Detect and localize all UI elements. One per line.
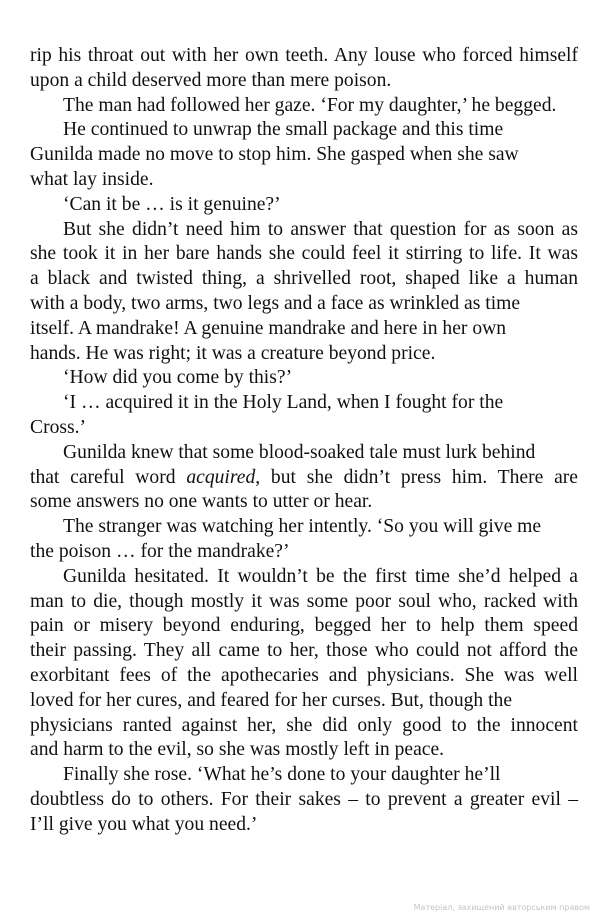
text-line: Gunilda hesitated. It wouldn’t be the first time she’d helped a: [63, 565, 578, 587]
text-line: loved for her cures, and feared for her curses. But, though the: [30, 689, 513, 711]
text-line: upon a child deserved more than mere poison.: [30, 69, 392, 91]
text-line: she took it in her bare hands she could feel it stirring to life. It was: [30, 243, 578, 265]
text-line: pain or misery beyond enduring, begged her to help them speed: [30, 615, 578, 637]
copyright-watermark: Матеріал, захищений авторським правом: [413, 903, 590, 912]
text-line: exorbitant fees of the apothecaries and physicians. She was well: [30, 664, 578, 686]
text-line: But she didn’t need him to answer that question for as soon as: [63, 218, 578, 240]
text-line: [30, 466, 578, 491]
text-line: with a body, two arms, two legs and a face as wrinkled as time: [30, 292, 521, 314]
text-line: Gunilda knew that some blood-soaked tale must lurk behind: [63, 441, 536, 463]
page-body: [30, 44, 578, 838]
text-line: Gunilda made no move to stop him. She gasped when she saw: [30, 144, 519, 166]
text-line: He continued to unwrap the small package and this time: [63, 119, 504, 141]
text-line: physicians ranted against her, she did only good to the innocent: [30, 714, 578, 736]
text-line: The stranger was watching her intently. ‘So you will give me: [63, 516, 542, 538]
text-line: I’ll give you what you need.’: [30, 813, 258, 835]
text-segment: that careful word: [30, 466, 187, 488]
text-line: doubtless do to others. For their sakes – to prevent a greater evil –: [30, 788, 578, 810]
text-line: some answers no one wants to utter or hear.: [30, 491, 373, 513]
text-line: their passing. They all came to her, those who could not afford the: [30, 640, 578, 662]
text-line: and harm to the evil, so she was mostly left in peace.: [30, 739, 445, 761]
text-line: hands. He was right; it was a creature beyond price.: [30, 342, 436, 364]
text-segment: , but she didn’t press him. There are: [255, 466, 578, 488]
text-line: a black and twisted thing, a shrivelled root, shaped like a human: [30, 268, 578, 290]
text-line: The man had followed her gaze. ‘For my daughter,’ he begged.: [63, 94, 557, 116]
text-line: itself. A mandrake! A genuine mandrake and here in her own: [30, 317, 507, 339]
text-line: ‘How did you come by this?’: [63, 367, 293, 389]
text-line: rip his throat out with her own teeth. Any louse who forced himself: [30, 45, 578, 66]
text-line: what lay inside.: [30, 168, 154, 190]
text-line: Cross.’: [30, 416, 87, 438]
text-line: Finally she rose. ‘What he’s done to your daughter he’ll: [63, 764, 501, 786]
emphasized-word: acquired: [186, 466, 256, 488]
text-line: man to die, though mostly it was some poor soul who, racked with: [30, 590, 578, 612]
text-line: the poison … for the mandrake?’: [30, 540, 290, 562]
text-line: ‘Can it be … is it genuine?’: [63, 193, 281, 215]
text-line: ‘I … acquired it in the Holy Land, when I fought for the: [63, 392, 504, 414]
